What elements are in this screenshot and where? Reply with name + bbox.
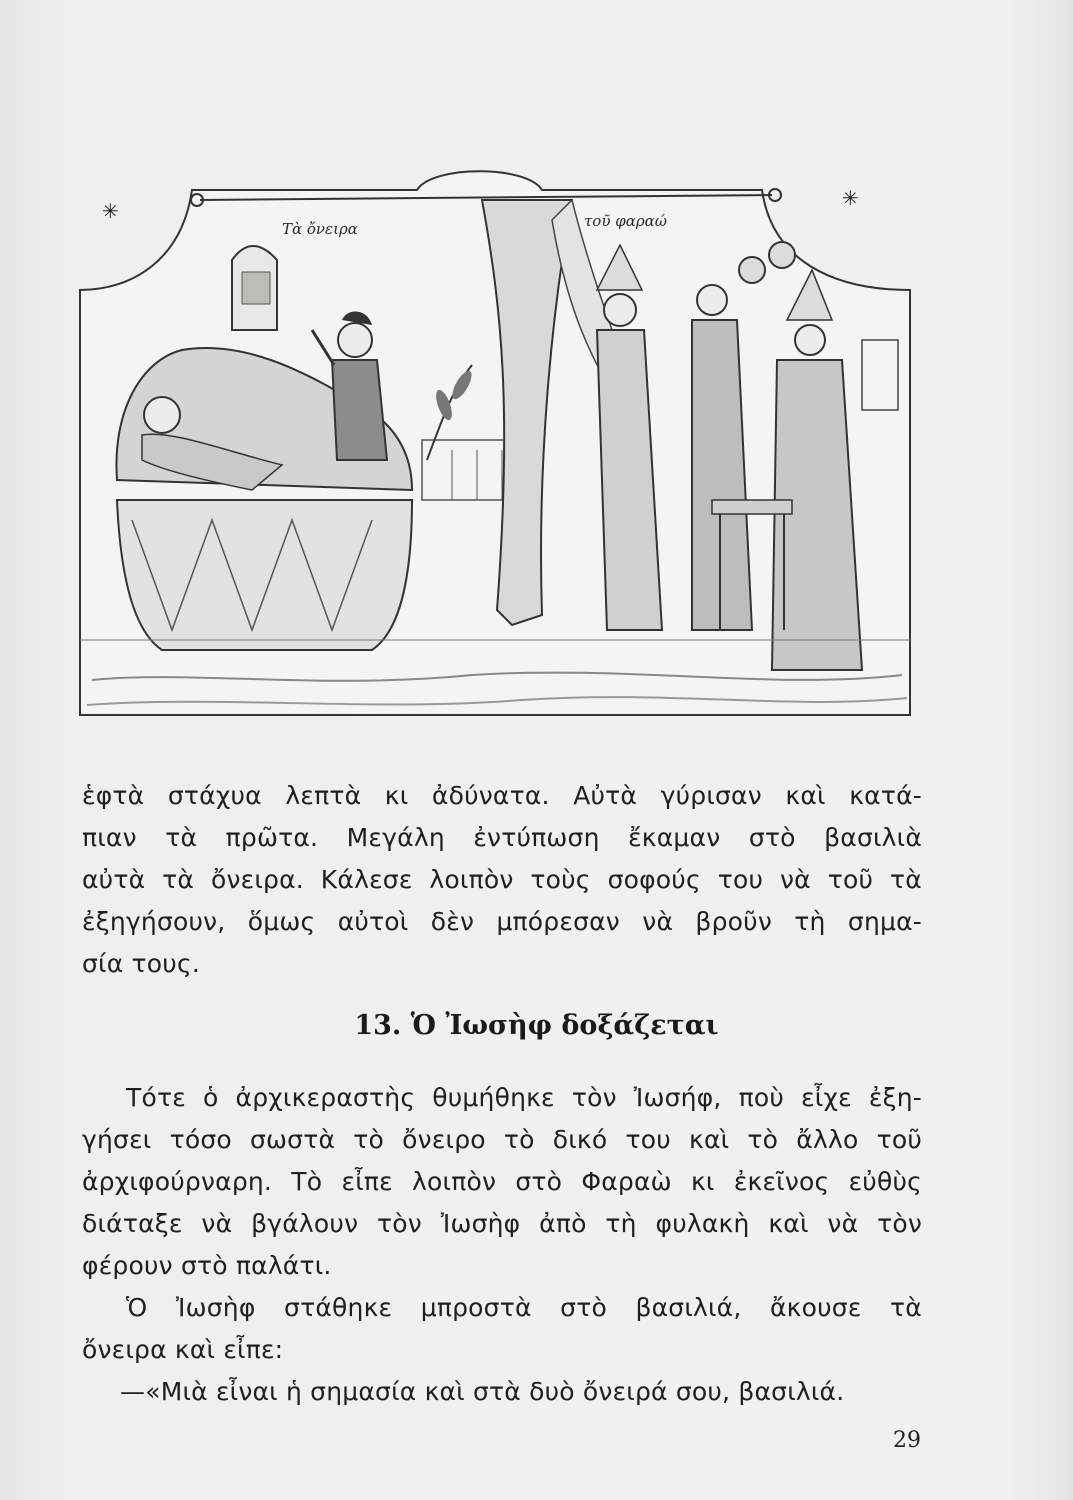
dialogue-paragraph xyxy=(82,1371,922,1413)
text-line: αὐτὰ τὰ ὄνειρα. Κάλεσε λοιπὸν τοὺς σοφούς του νὰ τοῦ τὰ xyxy=(82,865,922,894)
illustration xyxy=(72,160,918,720)
text-line: ἑφτὰ στάχυα λεπτὰ κι ἀδύνατα. Αὐτὰ γύρισαν καὶ κατά- xyxy=(82,781,922,810)
illustration-caption-right: τοῦ φαραώ xyxy=(584,212,668,230)
page-number: 29 xyxy=(893,1428,921,1453)
text-line: διάταξε νὰ βγάλουν τὸν Ἰωσὴφ ἀπὸ τὴ φυλακὴ καὶ νὰ τὸν xyxy=(82,1209,922,1238)
pharaoh-dream-drawing xyxy=(72,160,918,720)
text-line: φέρουν στὸ παλάτι. xyxy=(82,1251,332,1280)
text-line: σία τους. xyxy=(82,949,200,978)
text-line: —«Μιὰ εἶναι ἡ σημασία καὶ στὰ δυὸ ὄνειρά σου, βασιλιά. xyxy=(120,1377,845,1406)
text-line: Τότε ὁ ἀρχικεραστὴς θυμήθηκε τὸν Ἰωσήφ, ποὺ εἶχε ἐξη- xyxy=(126,1083,922,1112)
text-line: Ὁ Ἰωσὴφ στάθηκε μπροστὰ στὸ βασιλιά, ἄκουσε τὰ xyxy=(126,1293,922,1322)
text-line: γήσει τόσο σωστὰ τὸ ὄνειρο τὸ δικό του καὶ τὸ ἄλλο τοῦ xyxy=(82,1125,922,1154)
paragraph xyxy=(82,1077,922,1287)
paragraph xyxy=(82,1287,922,1371)
svg-text:✳: ✳ xyxy=(842,186,859,210)
text-line: ἀρχιφούρναρη. Τὸ εἶπε λοιπὸν στὸ Φαραὼ κι ἐκεῖνος εὐθὺς xyxy=(82,1167,922,1196)
svg-text:✳: ✳ xyxy=(102,199,119,223)
section-heading: 13. Ὁ Ἰωσὴφ δοξάζεται xyxy=(354,1010,719,1041)
text-line: πιαν τὰ πρῶτα. Μεγάλη ἐντύπωση ἔκαμαν στὸ βασιλιὰ xyxy=(82,823,922,852)
illustration-caption-left: Τὰ ὄνειρα xyxy=(282,220,358,238)
text-line: ἐξηγήσουν, ὅμως αὐτοὶ δὲν μπόρεσαν νὰ βροῦν τὴ σημα- xyxy=(82,907,922,936)
paragraph-continuation xyxy=(82,775,922,985)
text-line: ὄνειρα καὶ εἶπε: xyxy=(82,1335,284,1364)
